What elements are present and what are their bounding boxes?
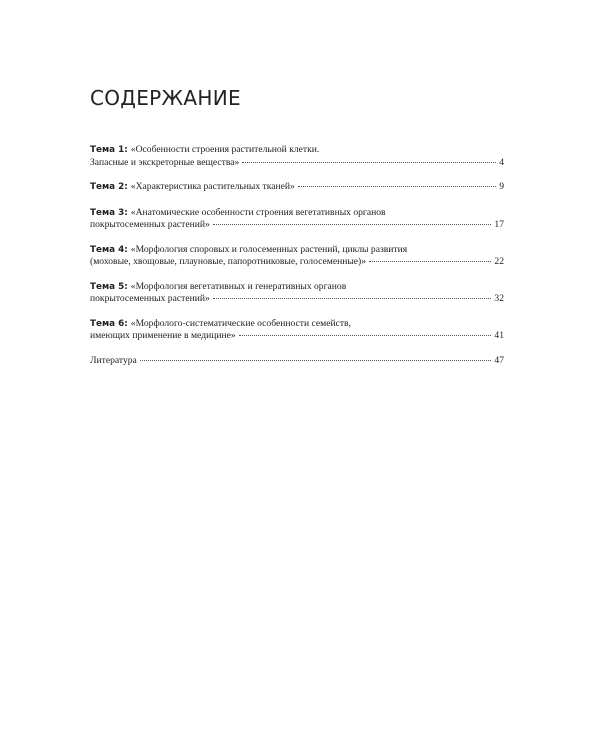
toc-entry-title: «Морфология споровых и голосеменных растений, циклы развития bbox=[130, 243, 408, 255]
toc-page-number: 22 bbox=[494, 256, 504, 267]
page-title: СОДЕРЖАНИЕ bbox=[90, 86, 241, 110]
dot-leader bbox=[213, 298, 492, 299]
toc-page-number: 9 bbox=[499, 181, 504, 192]
dot-leader bbox=[140, 360, 492, 361]
toc-entry-title: «Характеристика растительных тканей» bbox=[130, 181, 295, 192]
toc-entry-title: (моховые, хвощовые, плауновые, папоротниковые, голосеменные)» bbox=[90, 256, 367, 267]
toc-entry-2[interactable] bbox=[90, 181, 504, 194]
dot-leader bbox=[369, 261, 491, 262]
toc-page-number: 47 bbox=[494, 354, 504, 366]
toc-entry-title: Литература bbox=[90, 354, 137, 366]
toc-entry-label: Тема 1: bbox=[90, 145, 128, 155]
toc-page-number: 17 bbox=[494, 219, 504, 230]
toc-entry-6[interactable] bbox=[90, 318, 504, 342]
toc-page-number: 41 bbox=[494, 330, 504, 341]
toc-entry-title: «Морфология вегетативных и генеративных органов bbox=[130, 280, 347, 292]
toc-entry-label: Тема 6: bbox=[90, 318, 128, 329]
toc-entry-3[interactable] bbox=[90, 207, 504, 231]
dot-leader bbox=[242, 162, 496, 163]
toc-entry-5[interactable] bbox=[90, 281, 504, 305]
toc-entry-title: покрытосеменных растений» bbox=[90, 219, 210, 230]
toc-page-number: 32 bbox=[494, 293, 504, 304]
toc-entry-title: имеющих применение в медицине» bbox=[90, 330, 236, 341]
toc-entry-title: покрытосеменных растений» bbox=[90, 293, 210, 304]
toc-entry-label: Тема 3: bbox=[90, 207, 128, 218]
table-of-contents bbox=[90, 144, 504, 379]
toc-entry-1[interactable] bbox=[90, 144, 504, 168]
toc-entry-label: Тема 4: bbox=[90, 244, 128, 255]
toc-entry-label: Тема 2: bbox=[90, 182, 128, 192]
toc-entry-4[interactable] bbox=[90, 244, 504, 268]
toc-entry-literature[interactable] bbox=[90, 355, 504, 367]
dot-leader bbox=[239, 335, 492, 336]
toc-entry-title: Запасные и экскреторные вещества» bbox=[90, 156, 240, 168]
toc-entry-title: «Особенности строения растительной клетки. bbox=[130, 144, 320, 155]
toc-entry-title: «Морфолого-систематические особенности семейств, bbox=[130, 317, 351, 329]
dot-leader bbox=[298, 186, 496, 187]
toc-entry-title: «Анатомические особенности строения вегетативных органов bbox=[130, 206, 386, 218]
dot-leader bbox=[213, 224, 492, 225]
toc-entry-label: Тема 5: bbox=[90, 281, 128, 292]
toc-page-number: 4 bbox=[499, 156, 504, 168]
